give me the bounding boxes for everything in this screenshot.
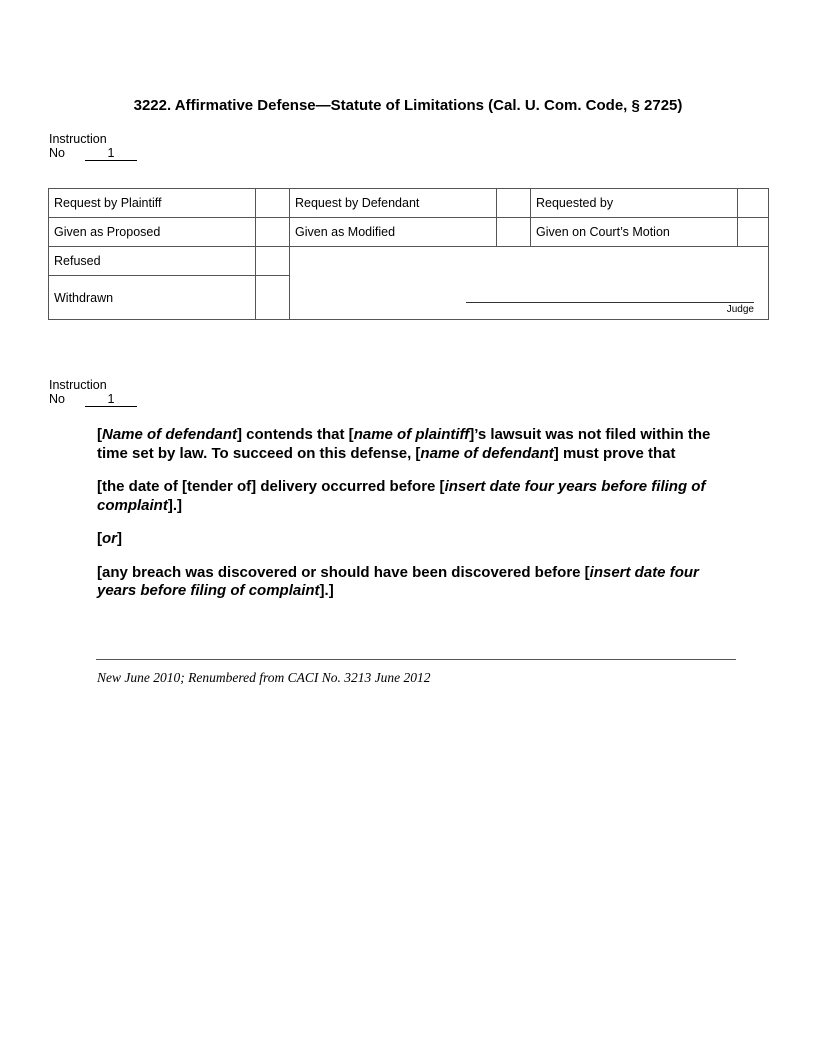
given-as-proposed-label: Given as Proposed xyxy=(49,218,256,247)
placeholder-date: insert date four years before filing of complaint xyxy=(97,563,699,599)
text: [any breach was discovered or should have been discovered before [ xyxy=(97,563,590,581)
body-paragraph-1 xyxy=(97,426,737,463)
text: [ xyxy=(97,530,102,547)
placeholder-date: insert date four years before filing of complaint xyxy=(97,478,706,514)
text: ] must prove that xyxy=(553,444,676,462)
divider xyxy=(96,659,736,660)
placeholder-name-of-defendant: name of defendant xyxy=(420,444,554,462)
instruction-number: 1 xyxy=(85,147,137,161)
withdrawn-checkbox[interactable] xyxy=(255,276,289,320)
requested-by-label: Requested by xyxy=(531,189,738,218)
instruction-number-block xyxy=(49,132,137,161)
text: ].] xyxy=(319,582,334,599)
request-by-plaintiff-label: Request by Plaintiff xyxy=(49,189,256,218)
given-as-proposed-checkbox[interactable] xyxy=(255,218,289,247)
body-paragraph-2 xyxy=(97,478,737,515)
judge-label: Judge xyxy=(726,304,754,315)
no-label-2: No xyxy=(49,392,65,406)
no-label: No xyxy=(49,146,65,160)
instruction-label-2: Instruction xyxy=(49,378,107,392)
instruction-label: Instruction xyxy=(49,132,107,146)
instruction-number-2: 1 xyxy=(85,393,137,407)
text: ]’s lawsuit was not filed within the time set by law. To succeed on this defense, [ xyxy=(97,426,711,462)
placeholder-name-of-defendant: Name of defendant xyxy=(102,426,238,443)
given-on-courts-motion-label: Given on Court’s Motion xyxy=(531,218,738,247)
body-paragraph-4 xyxy=(97,564,737,601)
requested-by-checkbox[interactable] xyxy=(737,189,768,218)
given-as-modified-checkbox[interactable] xyxy=(496,218,530,247)
given-on-courts-motion-checkbox[interactable] xyxy=(737,218,768,247)
refused-label: Refused xyxy=(49,247,256,276)
instruction-body xyxy=(97,426,737,616)
body-paragraph-3 xyxy=(97,530,737,549)
request-table xyxy=(48,188,769,320)
judge-signature-line[interactable] xyxy=(466,302,754,303)
text: [ xyxy=(97,426,102,443)
refused-checkbox[interactable] xyxy=(255,247,289,276)
history-note: New June 2010; Renumbered from CACI No. 3213 June 2012 xyxy=(97,670,431,685)
text: [the date of [tender of] delivery occurred before [ xyxy=(97,478,445,495)
withdrawn-label: Withdrawn xyxy=(49,276,256,320)
text: ] contends that [ xyxy=(237,426,354,443)
text: ] xyxy=(117,530,122,547)
text: ].] xyxy=(167,496,183,514)
request-by-defendant-checkbox[interactable] xyxy=(496,189,530,218)
placeholder-name-of-plaintiff: name of plaintiff xyxy=(353,426,470,443)
given-as-modified-label: Given as Modified xyxy=(290,218,497,247)
judge-signature-area xyxy=(290,247,769,320)
instruction-number-block-2 xyxy=(49,378,137,407)
or-connector: or xyxy=(102,530,117,547)
request-by-plaintiff-checkbox[interactable] xyxy=(255,189,289,218)
request-by-defendant-label: Request by Defendant xyxy=(290,189,497,218)
page-title: 3222. Affirmative Defense—Statute of Limitations (Cal. U. Com. Code, § 2725) xyxy=(133,97,683,114)
